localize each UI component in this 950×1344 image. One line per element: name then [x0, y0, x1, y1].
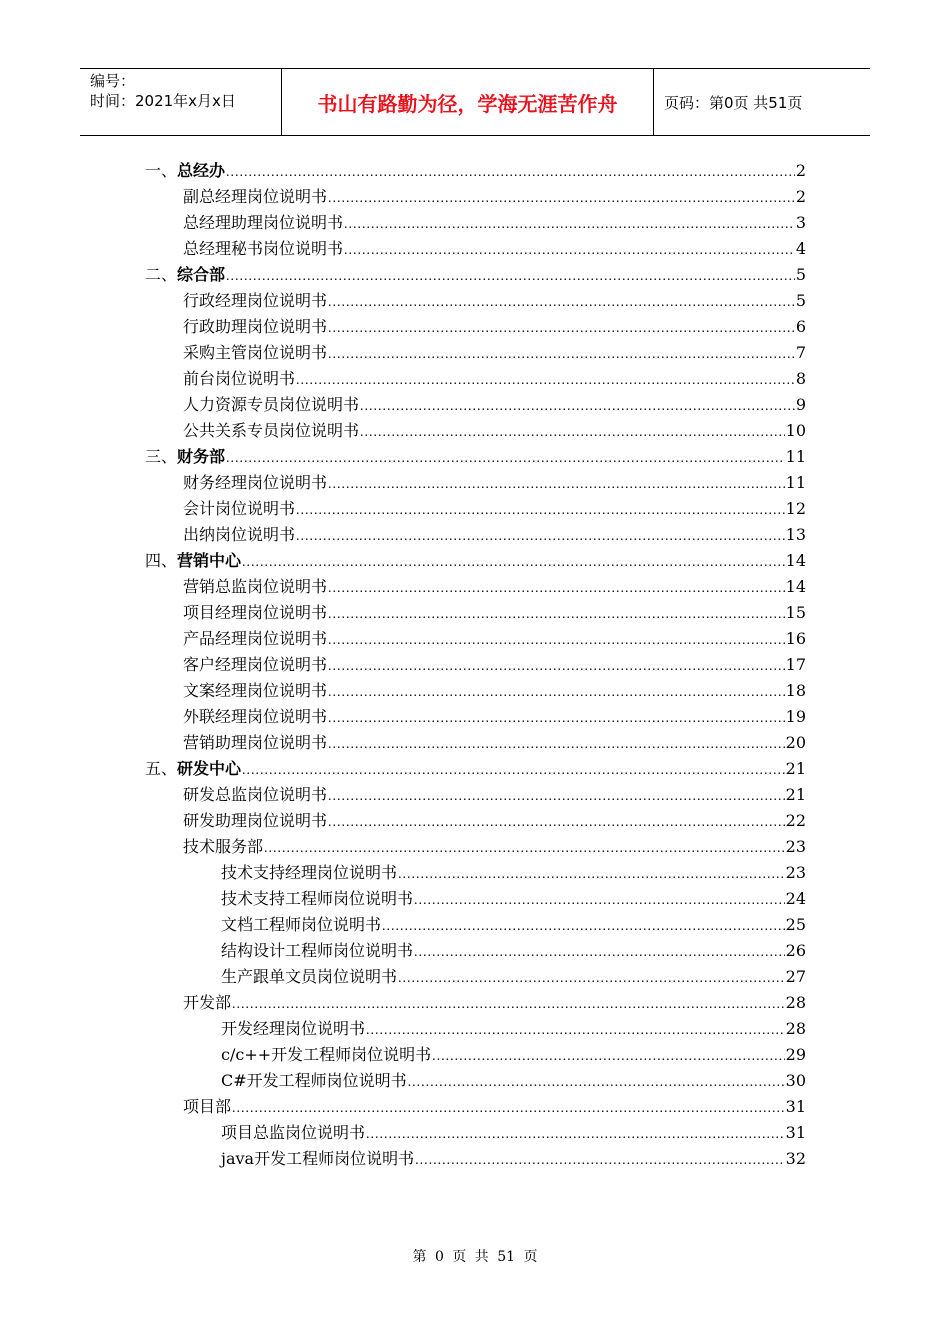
toc-entry-title: 总经办: [177, 161, 226, 180]
toc-entry-page: 2: [795, 187, 806, 206]
toc-dot-leader: [414, 886, 785, 912]
toc-entry-page: 14: [785, 577, 806, 596]
toc-entry[interactable]: [145, 236, 806, 262]
toc-entry[interactable]: [145, 470, 806, 496]
toc-entry-title: 财务经理岗位说明书: [183, 473, 328, 492]
toc-entry[interactable]: [145, 314, 806, 340]
header-page-info: 页码：第0页 共51页: [664, 93, 803, 112]
toc-entry-title: 开发部: [183, 993, 232, 1012]
toc-entry[interactable]: [145, 1094, 806, 1120]
toc-entry-title: 项目总监岗位说明书: [221, 1123, 366, 1142]
toc-entry[interactable]: [145, 912, 806, 938]
toc-entry[interactable]: [145, 444, 806, 470]
toc-dot-leader: [328, 626, 785, 652]
toc-entry[interactable]: [145, 1068, 806, 1094]
toc-entry[interactable]: [145, 574, 806, 600]
toc-entry[interactable]: [145, 678, 806, 704]
table-of-contents: [145, 158, 806, 1172]
toc-entry-title: 文案经理岗位说明书: [183, 681, 328, 700]
toc-entry-title: 综合部: [177, 265, 226, 284]
toc-entry[interactable]: [145, 340, 806, 366]
toc-entry[interactable]: [145, 496, 806, 522]
toc-dot-leader: [328, 340, 795, 366]
toc-dot-leader: [226, 158, 795, 184]
toc-entry-page: 11: [785, 473, 806, 492]
toc-entry-page: 29: [785, 1045, 806, 1064]
toc-entry-page: 13: [785, 525, 806, 544]
toc-dot-leader: [360, 392, 795, 418]
toc-entry-page: 8: [795, 369, 806, 388]
toc-entry[interactable]: [145, 1016, 806, 1042]
toc-dot-leader: [242, 756, 785, 782]
toc-entry-title: 出纳岗位说明书: [183, 525, 296, 544]
toc-dot-leader: [366, 1120, 785, 1146]
toc-entry-title: 人力资源专员岗位说明书: [183, 395, 360, 414]
toc-entry[interactable]: [145, 1120, 806, 1146]
toc-entry-title: 外联经理岗位说明书: [183, 707, 328, 726]
toc-entry-title: 技术支持经理岗位说明书: [221, 863, 398, 882]
toc-entry-title: 前台岗位说明书: [183, 369, 296, 388]
toc-entry-page: 2: [795, 161, 806, 180]
toc-dot-leader: [382, 912, 785, 938]
toc-dot-leader: [226, 444, 785, 470]
toc-entry-title: 营销总监岗位说明书: [183, 577, 328, 596]
toc-entry[interactable]: [145, 886, 806, 912]
toc-entry-title: 项目部: [183, 1097, 232, 1116]
toc-entry-title: 营销助理岗位说明书: [183, 733, 328, 752]
toc-entry-page: 4: [795, 239, 806, 258]
toc-entry-page: 7: [795, 343, 806, 362]
toc-entry-page: 17: [785, 655, 806, 674]
header-code: 编号：: [90, 72, 136, 90]
toc-entry-title: 会计岗位说明书: [183, 499, 296, 518]
toc-entry-page: 9: [795, 395, 806, 414]
toc-entry-page: 21: [785, 785, 806, 804]
toc-entry-page: 18: [785, 681, 806, 700]
toc-entry-page: 16: [785, 629, 806, 648]
toc-entry[interactable]: [145, 210, 806, 236]
toc-entry-title: c/c++开发工程师岗位说明书: [221, 1045, 432, 1064]
toc-entry[interactable]: [145, 184, 806, 210]
toc-dot-leader: [344, 236, 795, 262]
toc-entry[interactable]: [145, 990, 806, 1016]
toc-entry-title: 行政助理岗位说明书: [183, 317, 328, 336]
toc-entry-page: 23: [785, 863, 806, 882]
toc-entry[interactable]: [145, 860, 806, 886]
toc-entry-page: 5: [795, 291, 806, 310]
toc-dot-leader: [328, 730, 785, 756]
toc-entry-page: 31: [785, 1123, 806, 1142]
toc-entry-number: 二、: [145, 265, 178, 284]
toc-dot-leader: [366, 1016, 785, 1042]
toc-entry[interactable]: [145, 158, 806, 184]
toc-entry-title: 行政经理岗位说明书: [183, 291, 328, 310]
toc-entry-page: 11: [785, 447, 806, 466]
toc-entry-page: 32: [785, 1149, 806, 1168]
toc-dot-leader: [296, 366, 795, 392]
toc-entry-title: 财务部: [177, 447, 226, 466]
header-motto: 书山有路勤为径，学海无涯苦作舟: [282, 69, 654, 135]
toc-dot-leader: [398, 964, 785, 990]
toc-entry-page: 15: [785, 603, 806, 622]
toc-entry[interactable]: [145, 522, 806, 548]
toc-entry[interactable]: [145, 808, 806, 834]
header-meta: [80, 69, 282, 135]
toc-entry-page: 30: [785, 1071, 806, 1090]
toc-dot-leader: [328, 600, 785, 626]
toc-dot-leader: [398, 860, 785, 886]
toc-entry-number: 四、: [145, 551, 178, 570]
toc-entry[interactable]: [145, 548, 806, 574]
toc-dot-leader: [344, 210, 795, 236]
toc-entry-title: 总经理秘书岗位说明书: [183, 239, 344, 258]
toc-entry-title: 技术服务部: [183, 837, 264, 856]
toc-entry[interactable]: [145, 834, 806, 860]
toc-entry-title: 客户经理岗位说明书: [183, 655, 328, 674]
toc-entry-page: 19: [785, 707, 806, 726]
toc-entry-page: 25: [785, 915, 806, 934]
toc-dot-leader: [328, 652, 785, 678]
toc-entry[interactable]: [145, 1146, 806, 1172]
toc-entry-page: 10: [785, 421, 806, 440]
toc-dot-leader: [242, 548, 785, 574]
toc-dot-leader: [226, 262, 795, 288]
toc-dot-leader: [415, 1146, 785, 1172]
toc-entry-title: 总经理助理岗位说明书: [183, 213, 344, 232]
toc-dot-leader: [328, 782, 785, 808]
toc-dot-leader: [328, 678, 785, 704]
toc-entry[interactable]: [145, 730, 806, 756]
toc-entry-title: 产品经理岗位说明书: [183, 629, 328, 648]
toc-dot-leader: [328, 288, 795, 314]
toc-entry[interactable]: [145, 756, 806, 782]
toc-entry-page: 27: [785, 967, 806, 986]
toc-entry-title: 公共关系专员岗位说明书: [183, 421, 360, 440]
toc-entry-page: 28: [785, 1019, 806, 1038]
toc-entry[interactable]: [145, 938, 806, 964]
toc-dot-leader: [296, 522, 785, 548]
toc-entry[interactable]: [145, 1042, 806, 1068]
toc-entry[interactable]: [145, 704, 806, 730]
toc-dot-leader: [432, 1042, 785, 1068]
toc-entry-title: 技术支持工程师岗位说明书: [221, 889, 414, 908]
toc-entry[interactable]: [145, 626, 806, 652]
toc-entry[interactable]: [145, 288, 806, 314]
toc-entry-title: C#开发工程师岗位说明书: [221, 1071, 407, 1090]
toc-dot-leader: [328, 184, 795, 210]
toc-entry-number: 五、: [145, 759, 178, 778]
toc-dot-leader: [232, 990, 785, 1016]
toc-entry-title: 生产跟单文员岗位说明书: [221, 967, 398, 986]
toc-entry-title: 文档工程师岗位说明书: [221, 915, 382, 934]
toc-entry-page: 23: [785, 837, 806, 856]
toc-entry[interactable]: [145, 600, 806, 626]
toc-dot-leader: [408, 1068, 785, 1094]
toc-entry[interactable]: [145, 782, 806, 808]
toc-dot-leader: [232, 1094, 785, 1120]
toc-entry-page: 5: [795, 265, 806, 284]
toc-entry-page: 31: [785, 1097, 806, 1116]
toc-dot-leader: [328, 314, 795, 340]
toc-entry-page: 12: [785, 499, 806, 518]
toc-entry-page: 24: [785, 889, 806, 908]
toc-entry-page: 20: [785, 733, 806, 752]
toc-dot-leader: [360, 418, 785, 444]
toc-entry-title: 开发经理岗位说明书: [221, 1019, 366, 1038]
toc-entry-title: 研发助理岗位说明书: [183, 811, 328, 830]
toc-entry[interactable]: [145, 418, 806, 444]
toc-entry-title: 营销中心: [177, 551, 242, 570]
toc-entry[interactable]: [145, 964, 806, 990]
toc-entry[interactable]: [145, 262, 806, 288]
page-footer: 第 0 页 共 51 页: [412, 1249, 538, 1265]
toc-entry-title: 研发中心: [177, 759, 242, 778]
toc-entry[interactable]: [145, 392, 806, 418]
toc-dot-leader: [328, 704, 785, 730]
toc-entry-title: 项目经理岗位说明书: [183, 603, 328, 622]
page-header: [80, 68, 870, 136]
toc-dot-leader: [414, 938, 785, 964]
toc-entry[interactable]: [145, 366, 806, 392]
toc-dot-leader: [328, 574, 785, 600]
header-time: 时间：2021年x月x日: [90, 92, 236, 110]
toc-entry-title: 研发总监岗位说明书: [183, 785, 328, 804]
toc-entry-page: 26: [785, 941, 806, 960]
toc-entry-number: 一、: [145, 161, 178, 180]
toc-entry-page: 3: [795, 213, 806, 232]
toc-entry-page: 14: [785, 551, 806, 570]
toc-dot-leader: [328, 470, 785, 496]
toc-entry-page: 22: [785, 811, 806, 830]
toc-entry-title: java开发工程师岗位说明书: [221, 1149, 415, 1168]
toc-dot-leader: [264, 834, 785, 860]
toc-entry-title: 副总经理岗位说明书: [183, 187, 328, 206]
toc-entry[interactable]: [145, 652, 806, 678]
toc-entry-title: 采购主管岗位说明书: [183, 343, 328, 362]
toc-dot-leader: [328, 808, 785, 834]
toc-dot-leader: [296, 496, 785, 522]
toc-entry-page: 6: [795, 317, 806, 336]
toc-entry-page: 21: [785, 759, 806, 778]
toc-entry-page: 28: [785, 993, 806, 1012]
toc-entry-number: 三、: [145, 447, 178, 466]
toc-entry-title: 结构设计工程师岗位说明书: [221, 941, 414, 960]
